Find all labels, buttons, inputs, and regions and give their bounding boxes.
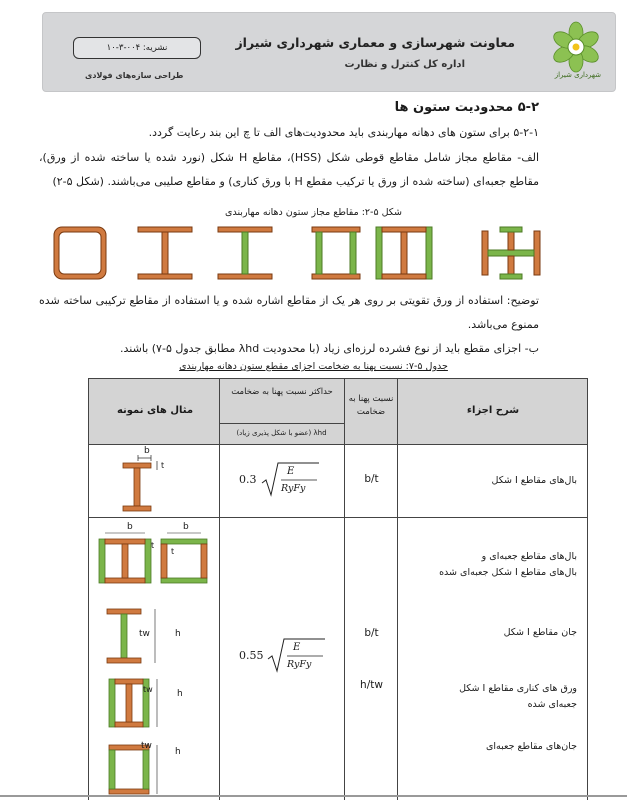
- paragraph-b: ب- اجزای مقطع باید از نوع فشرده لرزه‌ای زیاد (با محدودیت λhd مطابق جدول ۵-۷) باشند.: [120, 342, 539, 355]
- row2-description-3b: جعبه‌ای شده: [527, 699, 577, 710]
- document-topic: طراحی سازه‌های فولادی: [85, 71, 184, 80]
- paragraph-a: الف- مقاطع مجاز شامل مقاطع قوطی شکل (HSS)، مقاطع H شکل (نورد شده یا ساخته شده از ورق)، مقاطع جعبه‌ای (ساخته شده از ورق یا ترکیب مقطع H با ورق کناری) و مقاطع صلیبی می‌باشند. (شکل ۵-۲): [39, 151, 539, 188]
- paragraph-intro: ۵-۲-۱ برای ستون های دهانه مهاربندی باید محدودیت‌های الف تا چ این بند رعایت گردد.: [148, 126, 539, 139]
- row2-label-t-right: t: [171, 547, 175, 556]
- header-ratio: نسبت پهنا به ضخامت: [348, 394, 394, 417]
- org-subtitle: اداره کل کنترل و نظارت: [344, 59, 465, 70]
- row2-denominator: RyFy: [287, 659, 312, 670]
- row1-numerator: E: [287, 466, 295, 477]
- row-divider: [89, 444, 587, 445]
- row2-label-tw-2: tw: [143, 685, 153, 694]
- figure-caption: شکل ۵-۲: مقاطع مجاز ستون دهانه مهاربندی: [225, 207, 402, 218]
- rolled-h-section: [138, 227, 192, 279]
- section-title: ۵-۲ محدودیت ستون ها: [394, 100, 539, 115]
- row2-label-t-left: t: [151, 541, 155, 550]
- header-example: مثال های نمونه: [116, 405, 194, 416]
- paragraph-note: توضیح: استفاده از ورق تقویتی بر روی هر یک از مقاطع اشاره شده و یا استفاده از مقاطع ترکیبی ساخته شده ممنوع می‌باشد.: [39, 294, 539, 331]
- row-divider: [219, 423, 344, 424]
- header-description: شرح اجزاء: [466, 405, 520, 416]
- row2-label-tw-1: tw: [139, 629, 150, 639]
- page-header: [42, 12, 616, 92]
- row2-description-3a: ورق های کناری مقاطع I شکل: [459, 683, 577, 694]
- col-divider: [397, 379, 398, 800]
- row2-ratio-bt: b/t: [364, 627, 379, 639]
- row1-i-section-example: [113, 449, 193, 514]
- box-web-example: [109, 745, 157, 794]
- row1-denominator: RyFy: [281, 483, 306, 494]
- boxed-h-section: [376, 227, 432, 279]
- box-example: [161, 533, 207, 583]
- row2-coefficient: 0.55: [239, 649, 264, 662]
- row2-label-b-right: b: [183, 522, 189, 532]
- row1-description: بال‌های مقاطع I شکل: [491, 475, 577, 486]
- row2-label-h-3: h: [175, 747, 181, 757]
- row2-description-4: جان‌های مقاطع جعبه‌ای: [485, 741, 577, 752]
- row2-label-tw-3: tw: [141, 741, 152, 751]
- built-up-box-section: [312, 227, 360, 279]
- col-divider: [219, 379, 220, 800]
- row1-label-t: t: [161, 461, 165, 470]
- row2-numerator: E: [293, 642, 301, 653]
- table-caption: جدول ۵-۷: نسبت پهنا به ضخامت اجزای مقطع ستون دهانه مهاربندی: [179, 361, 448, 372]
- header-limit-sub: λhd (عضو با شکل پذیری زیاد): [236, 429, 327, 437]
- row1-label-b: b: [144, 446, 150, 456]
- row2-description-1a: بال‌های مقاطع جعبه‌ای و: [481, 551, 577, 562]
- row2-label-b-left: b: [127, 522, 133, 532]
- row1-coefficient: 0.3: [239, 473, 257, 486]
- boxed-i-example: [99, 533, 151, 583]
- cruciform-section: [482, 227, 540, 279]
- col-divider: [344, 379, 345, 800]
- row1-ratio: b/t: [364, 473, 379, 485]
- width-thickness-table: [88, 378, 588, 800]
- org-title: معاونت شهرسازی و معماری شهرداری شیراز: [235, 35, 515, 50]
- row2-section-examples: [91, 519, 219, 800]
- row2-description-2: جان مقاطع I شکل: [503, 627, 577, 638]
- row-divider: [89, 517, 587, 518]
- built-up-h-section: [218, 227, 272, 279]
- document-code: نشریه: ۰۰۴-۳-۱۰: [73, 37, 201, 59]
- allowed-sections-figure: [40, 222, 600, 284]
- header-limit: حداکثر نسبت پهنا به ضخامت: [231, 387, 333, 397]
- row2-ratio-htw: h/tw: [360, 679, 383, 691]
- page-bottom-rule: [0, 795, 627, 797]
- logo-caption: شهرداری شیراز: [554, 71, 601, 79]
- hss-box-section: [54, 227, 106, 279]
- row2-label-h-2: h: [177, 689, 183, 699]
- row2-description-1b: بال‌های مقاطع I شکل جعبه‌ای شده: [439, 567, 577, 578]
- row2-label-h-1: h: [175, 629, 181, 639]
